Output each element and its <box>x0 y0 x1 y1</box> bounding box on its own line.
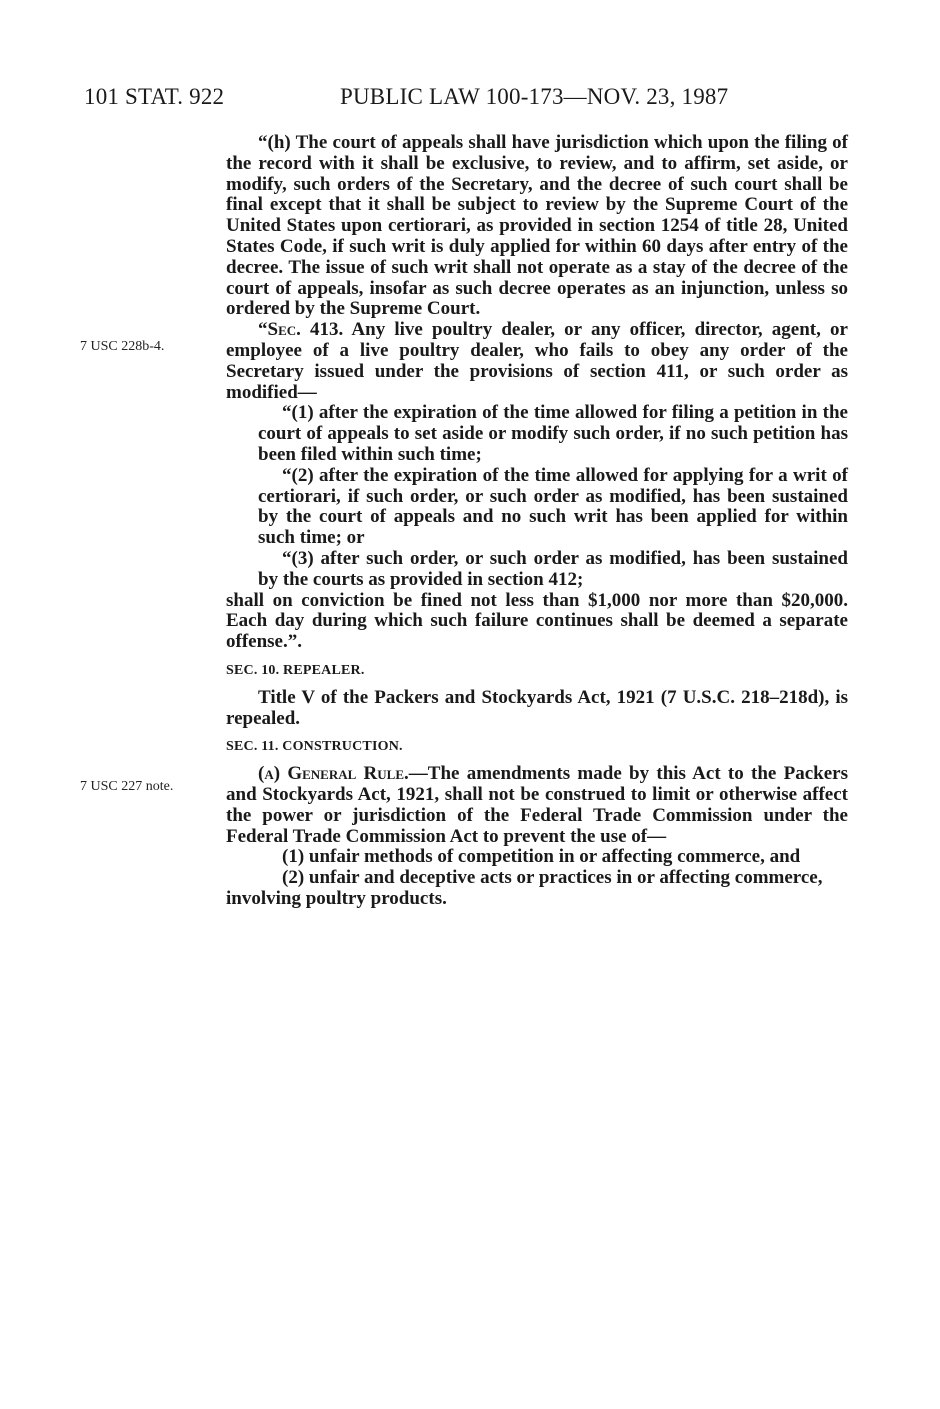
general-rule-lead: (a) General Rule. <box>258 763 409 785</box>
section-413-tail: shall on conviction be fined not less than $1,000 nor more than $20,000. Each day during which such failure continues shall be deemed a separate offense.”. <box>226 589 848 653</box>
section-10-body: Title V of the Packers and Stockyards Act, 1921 (7 U.S.C. 218–218d), is repealed. <box>226 686 848 729</box>
public-law-citation: PUBLIC LAW 100-173—NOV. 23, 1987 <box>340 84 729 109</box>
item-3: “(3) after such order, or such order as modified, has been sustained by the courts as provided in section 412; <box>258 547 848 590</box>
section-10-heading: SEC. 10. REPEALER. <box>226 662 365 678</box>
closing-line: involving poultry products. <box>226 887 447 909</box>
use-item-2: (2) unfair and deceptive acts or practices in or affecting commerce, <box>282 867 823 889</box>
section-11-a <box>226 764 848 847</box>
general-rule-body: —The amendments made by this Act to the Packers and Stockyards Act, 1921, shall not be construed to limit or otherwise affect the power or jurisdiction of the Federal Trade Commission under the Federal Trade Commission Act to prevent the use of— <box>226 763 849 847</box>
section-413-body: Any live poultry dealer, or any officer, director, agent, or employee of a live poultry dealer, who fails to obey any order of the Secretary issued under the provisions of section 411, or such order as modified— <box>226 319 848 403</box>
margin-note-227: 7 USC 227 note. <box>80 779 174 794</box>
item-2: “(2) after the expiration of the time allowed for applying for a writ of certiorari, if such order, or such order as modified, has been sustained by the court of appeals and no such writ has been applied for within such time; or <box>258 464 848 549</box>
stat-page-number: 101 STAT. 922 <box>84 84 225 109</box>
item-1: “(1) after the expiration of the time allowed for filing a petition in the court of appeals to set aside or modify such order, if no such petition has been filed within such time; <box>258 402 848 465</box>
document-body <box>226 133 848 910</box>
section-11-heading: SEC. 11. CONSTRUCTION. <box>226 739 403 755</box>
section-413 <box>226 320 848 403</box>
use-item-1: (1) unfair methods of competition in or affecting commerce, and <box>282 846 801 868</box>
margin-note-228b-4: 7 USC 228b-4. <box>80 339 165 354</box>
section-413-lead: “Sec. 413. <box>258 319 344 341</box>
paragraph-h: “(h) The court of appeals shall have jurisdiction which upon the filing of the record with it shall be exclusive, to review, and to affirm, set aside, or modify, such orders of the Secretary, and the decree of such court shall be final except that it shall be subject to review by the Supreme Court of the United States upon certiorari, as provided in section 1254 of title 28, United States Code, if such writ is duly applied for within 60 days after entry of the decree. The issue of such writ shall not operate as a stay of the decree of the court of appeals, insofar as such decree operates as an injunction, unless so ordered by the Supreme Court. <box>226 132 848 320</box>
